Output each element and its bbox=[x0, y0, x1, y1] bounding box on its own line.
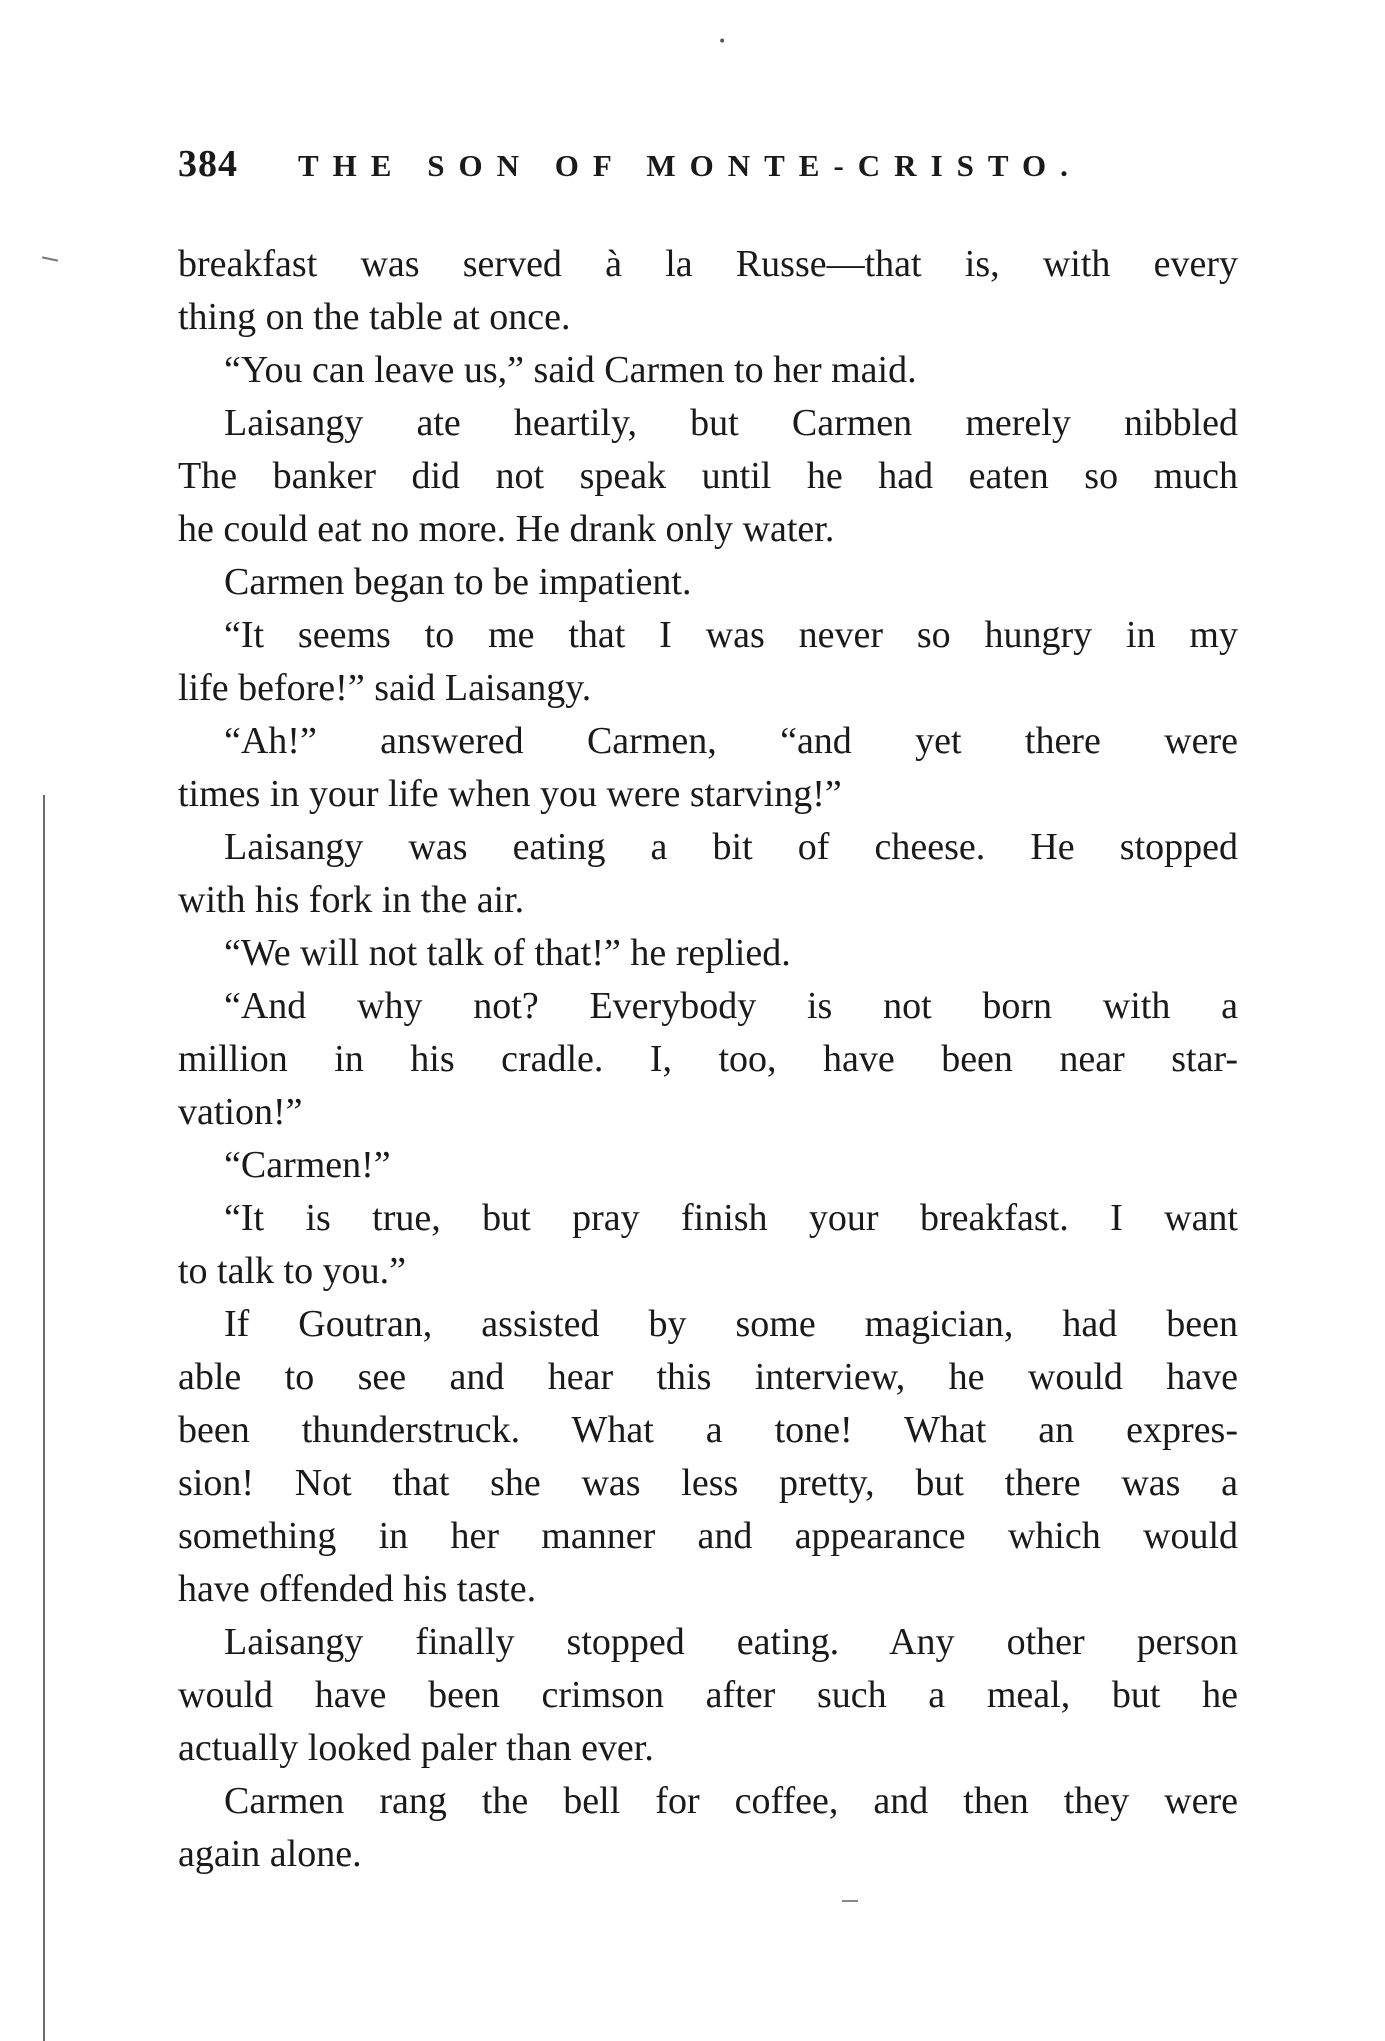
text-line: with his fork in the air. bbox=[178, 879, 525, 921]
text-line: been thunderstruck. What a tone! What an expres- bbox=[178, 1409, 1238, 1451]
text-line: “You can leave us,” said Carmen to her maid. bbox=[224, 349, 917, 391]
text-line: If Goutran, assisted by some magician, had been bbox=[224, 1303, 1238, 1345]
text-line: “It seems to me that I was never so hungry in my bbox=[224, 614, 1238, 656]
page-number: 384 bbox=[178, 143, 238, 185]
margin-tick-mark bbox=[42, 256, 58, 261]
text-line: something in her manner and appearance which would bbox=[178, 1515, 1238, 1557]
text-line: “Ah!” answered Carmen, “and yet there were bbox=[224, 720, 1238, 762]
text-line: sion! Not that she was less pretty, but there was a bbox=[178, 1462, 1238, 1504]
text-line: “Carmen!” bbox=[224, 1144, 391, 1186]
running-head bbox=[178, 142, 1238, 202]
text-line: he could eat no more. He drank only water. bbox=[178, 508, 835, 550]
text-line: The banker did not speak until he had eaten so much bbox=[178, 455, 1238, 497]
text-line: actually looked paler than ever. bbox=[178, 1727, 654, 1769]
text-line: to talk to you.” bbox=[178, 1250, 406, 1292]
text-line: Carmen rang the bell for coffee, and then they were bbox=[224, 1780, 1238, 1822]
body-text bbox=[178, 238, 1238, 1881]
text-line: would have been crimson after such a meal, but he bbox=[178, 1674, 1238, 1716]
text-line: Laisangy was eating a bit of cheese. He stopped bbox=[224, 826, 1238, 868]
text-line: vation!” bbox=[178, 1091, 303, 1133]
printer-mark-icon: • bbox=[718, 34, 727, 50]
text-line: again alone. bbox=[178, 1833, 362, 1875]
text-line: times in your life when you were starving!” bbox=[178, 773, 842, 815]
book-title: THE SON OF MONTE-CRISTO. bbox=[298, 148, 1082, 183]
text-line: “We will not talk of that!” he replied. bbox=[224, 932, 791, 974]
text-line: million in his cradle. I, too, have been near star- bbox=[178, 1038, 1238, 1080]
text-line: thing on the table at once. bbox=[178, 296, 571, 338]
text-line: Carmen began to be impatient. bbox=[224, 561, 692, 603]
text-line: have offended his taste. bbox=[178, 1568, 537, 1610]
text-line: life before!” said Laisangy. bbox=[178, 667, 592, 709]
text-line: Laisangy finally stopped eating. Any other person bbox=[224, 1621, 1238, 1663]
text-line: able to see and hear this interview, he would have bbox=[178, 1356, 1238, 1398]
bottom-dash-mark bbox=[842, 1900, 858, 1902]
text-line: “It is true, but pray finish your breakfast. I want bbox=[224, 1197, 1238, 1239]
text-line: Laisangy ate heartily, but Carmen merely nibbled bbox=[224, 402, 1238, 444]
text-line: breakfast was served à la Russe—that is, with every bbox=[178, 243, 1238, 285]
text-line: “And why not? Everybody is not born with a bbox=[224, 985, 1238, 1027]
binding-edge-line bbox=[43, 795, 45, 2041]
